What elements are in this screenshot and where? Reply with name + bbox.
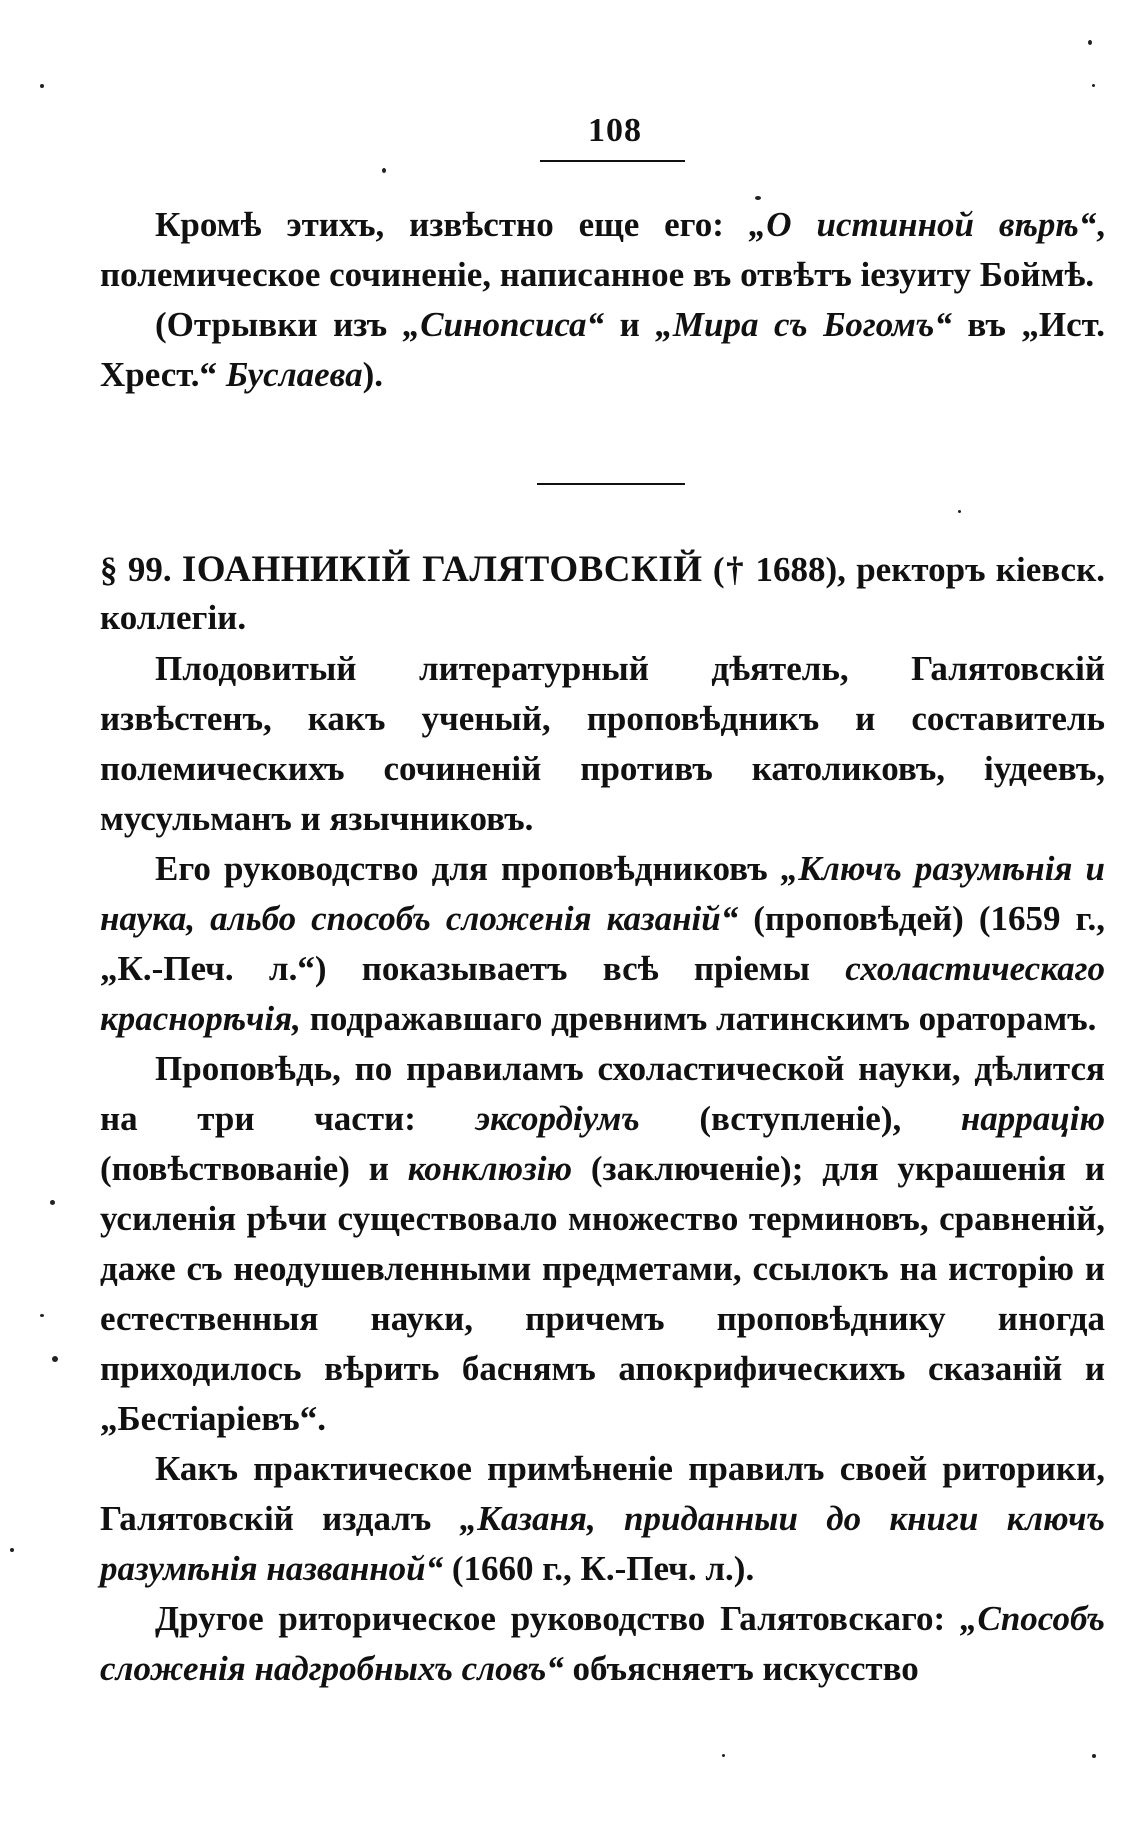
intro-paragraph-1: Кромѣ этихъ, извѣстно еще его: „О истинной вѣрѣ“, полемическое сочиненіе, написанное въ отвѣтъ іезуиту Боймѣ. bbox=[100, 205, 1106, 294]
scan-speck bbox=[382, 168, 386, 173]
scan-speck bbox=[1092, 1754, 1096, 1758]
term-scholastic-eloquence: схоластическаго краснорѣчія, bbox=[100, 949, 1105, 1038]
work-title-klyuch-razumeniya: „Ключъ разумѣнія и наука, альбо способъ сложенія казаній“ bbox=[100, 849, 1105, 938]
term-narratio: наррацію bbox=[960, 1099, 1105, 1138]
term-conclusio: конклюзію bbox=[407, 1149, 573, 1188]
scan-speck bbox=[40, 84, 44, 88]
scan-speck bbox=[722, 1754, 725, 1757]
intro-paragraph-2: (Отрывки изъ „Синопсиса“ и „Мира съ Богомъ“ въ „Ист. Хрест.“ Буслаева). bbox=[100, 305, 1105, 394]
section-heading bbox=[100, 546, 1105, 642]
term-exordium: эксордіумъ bbox=[475, 1099, 640, 1138]
page-number: 108 bbox=[588, 112, 642, 149]
scan-speck bbox=[10, 1548, 14, 1552]
scan-speck bbox=[1088, 40, 1092, 45]
scan-speck bbox=[40, 1314, 44, 1317]
body-paragraph-5: Другое риторическое руководство Галятовскаго: „Способъ сложенія надгробныхъ словъ“ объясняетъ искусство bbox=[100, 1599, 1105, 1688]
body-paragraph-3: Проповѣдь, по правиламъ схоластической науки, дѣлится на три части: эксордіумъ (вступленіе), наррацію (повѣствованіе) и конклюзію (заключеніе); для украшенія и усиленія рѣчи существовало множество терминовъ, сравненій, даже съ неодушевленными предметами, ссылокъ на исторію и естественныя науки, причемъ проповѣднику иногда приходилось вѣрить баснямъ апокрифическихъ сказаній и „Бестіаріевъ“. bbox=[100, 1049, 1105, 1438]
body-paragraph-4: Какъ практическое примѣненіе правилъ своей риторики, Галятовскій издалъ „Казаня, приданныи до книги ключъ разумѣнія названной“ (1660 г., К.-Печ. л.). bbox=[100, 1449, 1105, 1588]
work-title-sposob-slozheniya: „Способъ сложенія надгробныхъ словъ“ bbox=[100, 1599, 1105, 1688]
work-title-sinopsis: „Синопсиса“ bbox=[402, 305, 605, 344]
body-paragraph-2: Его руководство для проповѣдниковъ „Ключъ разумѣнія и наука, альбо способъ сложенія казаній“ (проповѣдей) (1659 г., „К.-Печ. л.“) показываетъ всѣ пріемы схоластическаго краснорѣчія, подражавшаго древнимъ латинскимъ ораторамъ. bbox=[100, 849, 1105, 1038]
scan-speck bbox=[52, 1356, 58, 1362]
scan-speck bbox=[958, 510, 961, 513]
section-body bbox=[100, 644, 1105, 1694]
page-number-rule bbox=[540, 160, 685, 162]
section-dates: († 1688), bbox=[712, 550, 846, 589]
section-divider bbox=[537, 483, 685, 485]
work-title-kazanya: „Казаня, приданныи до книги ключъ разумѣнія названной“ bbox=[100, 1499, 1105, 1588]
intro-text bbox=[100, 200, 1105, 400]
work-title-o-istinnoy-vere: „О истинной вѣрѣ“ bbox=[748, 205, 1097, 244]
section-subtitle: ректоръ кіевск. коллегіи. bbox=[100, 550, 1106, 637]
scan-speck bbox=[1092, 84, 1095, 87]
work-title-mir-s-bogom: „Мира съ Богомъ“ bbox=[655, 305, 952, 344]
author-buslaev: Буслаева bbox=[225, 355, 363, 394]
scan-speck bbox=[755, 196, 761, 200]
body-paragraph-1: Плодовитый литературный дѣятель, Галятовскій извѣстенъ, какъ ученый, проповѣдникъ и составитель полемическихъ сочиненій противъ католиковъ, іудеевъ, мусульманъ и язычниковъ. bbox=[100, 649, 1105, 838]
scan-speck bbox=[50, 1200, 55, 1205]
section-name: ІОАННИКІЙ ГАЛЯТОВСКІЙ bbox=[181, 549, 703, 590]
section-number: § 99. bbox=[100, 550, 172, 589]
